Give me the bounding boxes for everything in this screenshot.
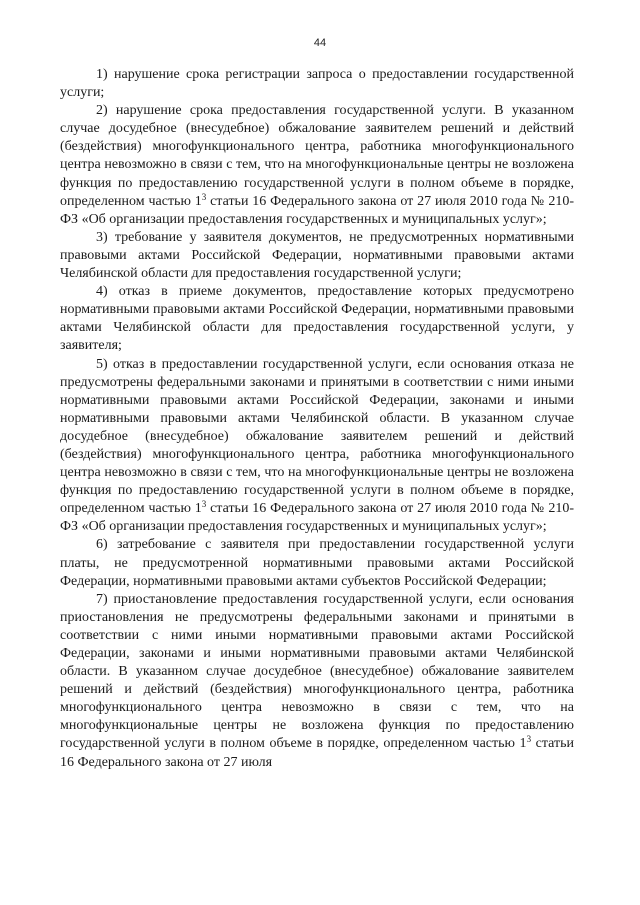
list-item-4 [60,283,574,355]
list-item-1 [60,66,574,102]
paragraph-text: 4) отказ в приеме документов, предоставление которых предусмотрено нормативными правовыми актами Российской Федерации, нормативными правовыми актами Челябинской области для предоставления государственной услуги, у заявителя; [60,284,574,354]
paragraph-text: 7) приостановление предоставления государственной услуги, если основания приостановления не предусмотрены федеральными законами и принятыми в соответствии с ними иными нормативными правовыми актами Российской Федерации, законами и иными нормативными правовыми актами Челябинской области. В указанном случае досудебное (внесудебное) обжалование заявителем решений и действий (бездействия) многофункционального центра, работника многофункционального центра невозможно в связи с тем, что на многофункциональные центры не возложена функция по предоставлению государственной услуги в полном объеме в порядке, определенном частью 1 [60,591,574,752]
paragraph-text: 6) затребование с заявителя при предоставлении государственной услуги платы, не предусмотренной нормативными правовыми актами Российской Федерации, нормативными правовыми актами субъектов Российской Федерации; [60,537,574,589]
paragraph-text: 1) нарушение срока регистрации запроса о предоставлении государственной услуги; [60,67,574,101]
list-item-5 [60,356,574,537]
list-item-3 [60,229,574,283]
list-item-7 [60,591,574,772]
paragraph-text: 5) отказ в предоставлении государственной услуги, если основания отказа не предусмотрены федеральными законами и принятыми в соответствии с ними иными нормативными правовыми актами Российской Федерации, законами и иными нормативными правовыми актами Челябинской области. В указанном случае досудебное (внесудебное) обжалование заявителем решений и действий (бездействия) многофункционального центра, работника многофункционального центра невозможно в связи с тем, что на многофункциональные центры не возложена функция по предоставлению государственной услуги в полном объеме в порядке, определенном частью 1 [60,356,574,517]
paragraph-tail: статьи 16 Федерального закона от 27 июля 2010 года № 210-ФЗ «Об организации предоставления государственных и муниципальных услуг»; [60,193,574,227]
paragraph-text: 2) нарушение срока предоставления государственной услуги. В указанном случае досудебное (внесудебное) обжалование заявителем решений и действий (бездействия) многофункционального центра, работника многофункционального центра невозможно в связи с тем, что на многофункциональные центры не возложена функция по предоставлению государственной услуги в полном объеме в порядке, определенном частью 1 [60,103,574,209]
superscript: 3 [526,734,532,745]
paragraph-tail: статьи 16 Федерального закона от 27 июля 2010 года № 210-ФЗ «Об организации предоставления государственных и муниципальных услуг»; [60,501,574,535]
document-body [60,66,574,772]
superscript: 3 [201,191,207,202]
list-item-6 [60,536,574,590]
list-item-2 [60,102,574,229]
paragraph-text: 3) требование у заявителя документов, не предусмотренных нормативными правовыми актами Российской Федерации, нормативными правовыми актами Челябинской области для предоставления государственной услуги; [60,229,574,282]
page-number: 44 [313,37,327,49]
paragraph-tail: статьи 16 Федерального закона от 27 июля [60,736,574,770]
superscript: 3 [201,499,207,510]
